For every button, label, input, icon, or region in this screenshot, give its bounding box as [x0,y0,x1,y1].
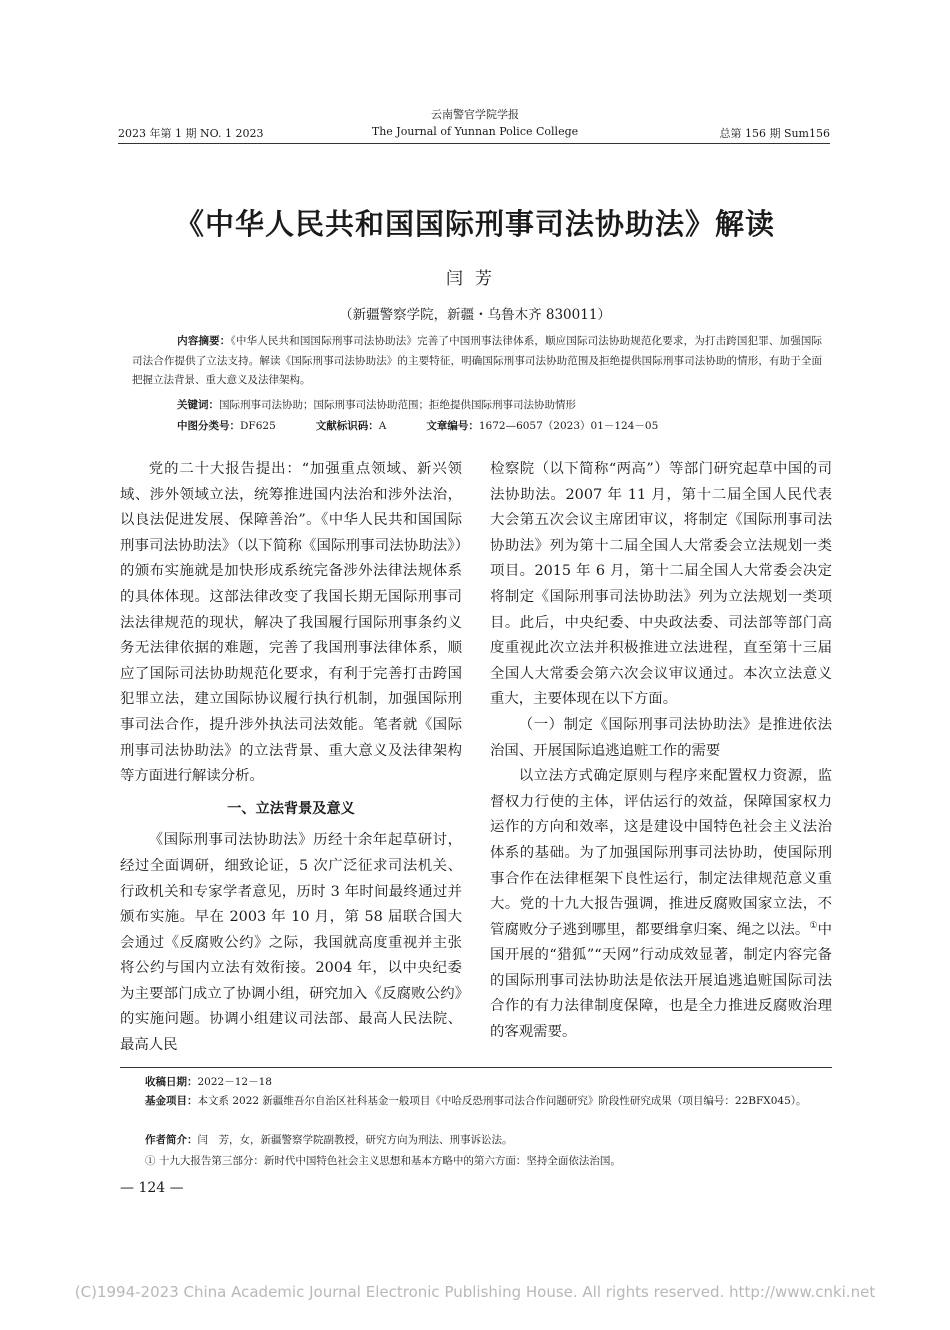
body-right-column [490,457,832,1046]
keywords-text: 国际刑事司法协助；国际刑事司法协助范围；拒绝提供国际刑事司法协助情形 [219,399,576,411]
total-issue: 总第 156 期 Sum156 [719,127,830,140]
copyright-watermark: (C)1994-2023 China Academic Journal Electronic Publishing House. All rights reserved. http://www.cnki.net [74,1283,876,1301]
issue-info: 2023 年第 1 期 NO. 1 2023 [118,127,264,140]
section-heading: 一、立法背景及意义 [227,800,355,817]
received-label: 收稿日期： [145,1076,198,1088]
fund-label: 基金项目： [145,1095,198,1107]
author-name: 闫芳 [446,269,504,289]
abstract-text: 《中华人民共和国国际刑事司法协助法》完善了中国刑事法律体系，顺应国际司法协助规范化要求，为打击跨国犯罪、加强国际司法合作提供了立法支持。解读《国际刑事司法协助法》的主要特征，明确国际刑事司法协助范围及拒绝提供国际刑事司法协助的情形，有助于全面把握立法背景、重大意义及法律架构。 [132,335,823,386]
journal-name-en: The Journal of Yunnan Police College [371,125,579,138]
footnote-marker[interactable]: ① [809,920,818,931]
body-paragraph: 检察院（以下简称“两高”）等部门研究起草中国的司法协助法。2007 年 11 月，第十二届全国人民代表大会第五次会议主席团审议，将制定《国际刑事司法协助法》列为第十二届全国人大常委会立法规划一类项目。2015 年 6 月，第十二届全国人大常委会决定将制定《国际刑事司法协助法》列为立法规划一类项目。此后，中央纪委、中央政法委、司法部等部门高度重视此次立法并积极推进立法进程，直至第十三届全国人大常委会第六次会议审议通过。本次立法意义重大，主要体现在以下方面。 [490,461,832,708]
classification-line [177,418,658,433]
abstract-label: 内容摘要： [177,335,231,347]
received-value: 2022－12－18 [197,1076,272,1088]
fund-value: 本文系 2022 新疆维吾尔自治区社科基金一般项目《中哈反恐刑事司法合作问题研究》阶段性研究成果（项目编号：22BFX045）。 [197,1095,807,1107]
fund-info [120,1092,832,1111]
article-no-value: 1672—6057（2023）01－124－05 [478,420,659,432]
received-date [145,1073,835,1092]
body-paragraph: 《国际刑事司法协助法》历经十余年起草研讨，经过全面调研，细致论证，5 次广泛征求司法机关、行政机关和专家学者意见，历时 3 年时间最终通过并颁布实施。早在 2003 年 10 月，第 58 届联合国大会通过《反腐败公约》之际，我国就高度重视并主张将公约与国内立法有效衔接。2004 年，以中央纪委为主要部门成立了协调小组，研究加入《反腐败公约》的实施问题。协调小组建议司法部、最高人民法院、最高人民 [120,832,462,1054]
footnote-rule [120,1067,832,1068]
footnote-1: ① 十九大报告第三部分：新时代中国特色社会主义思想和基本方略中的第六方面：坚持全面依法治国。 [145,1155,621,1167]
clc-label: 中图分类号： [177,420,240,432]
doc-code-value: A [378,420,387,432]
paper-title: 《中华人民共和国国际刑事司法协助法》解读 [174,207,775,241]
subsection-heading: （一）制定《国际刑事司法协助法》是推进依法治国、开展国际追逃追赃工作的需要 [490,716,832,759]
header-rule [118,143,830,144]
bio-value: 闫 芳，女，新疆警察学院副教授，研究方向为刑法、刑事诉讼法。 [197,1134,513,1146]
article-no-label: 文章编号： [426,420,479,432]
body-text: 中国开展的“猎狐”“天网”行动成效显著，制定内容完备的国际刑事司法协助法是依法开展追逃追赃国际司法合作的有力法律制度保障，也是全力推进反腐败治理的客观需要。 [490,921,832,1041]
author-bio [145,1131,835,1150]
body-paragraph: 党的二十大报告提出：“加强重点领域、新兴领域、涉外领域立法，统筹推进国内法治和涉外法治，以良法促进发展、保障善治”。《中华人民共和国国际刑事司法协助法》（以下简称《国际刑事司法协助法》）的颁布实施就是加快形成系统完备涉外法律法规体系的具体体现。这部法律改变了我国长期无国际刑事司法法律规范的现状，解决了我国履行国际刑事条约义务无法律依据的难题，完善了我国刑事法律体系，顺应了国际司法协助规范化要求，有利于完善打击跨国犯罪立法，建立国际协议履行执行机制，加强国际刑事司法合作，提升涉外执法司法效能。笔者就《国际刑事司法协助法》的立法背景、重大意义及法律架构等方面进行解读分析。 [120,461,462,785]
body-paragraph [490,764,832,1046]
affiliation: （新疆警察学院，新疆・乌鲁木齐 830011） [339,307,611,323]
keywords-label: 关键词： [177,399,219,411]
body-left-column [120,457,462,1059]
clc-value: DF625 [240,420,276,432]
body-text: 以立法方式确定原则与程序来配置权力资源，监督权力行使的主体，评估运行的效益，保障国家权力运作的方向和效率，这是建设中国特色社会主义法治体系的基础。为了加强国际刑事司法协助，使国际刑事合作在法律框架下良性运行，制定法律规范意义重大。党的十九大报告强调，推进反腐败国家立法，不管腐败分子逃到哪里，都要缉拿归案、绳之以法。 [490,768,832,938]
journal-name-cn: 云南警官学院学报 [431,108,519,121]
doc-code-label: 文献标识码： [315,420,379,432]
abstract [132,332,822,391]
bio-label: 作者简介： [145,1134,198,1146]
keywords [177,397,576,412]
page-number: — 124 — [120,1180,184,1196]
